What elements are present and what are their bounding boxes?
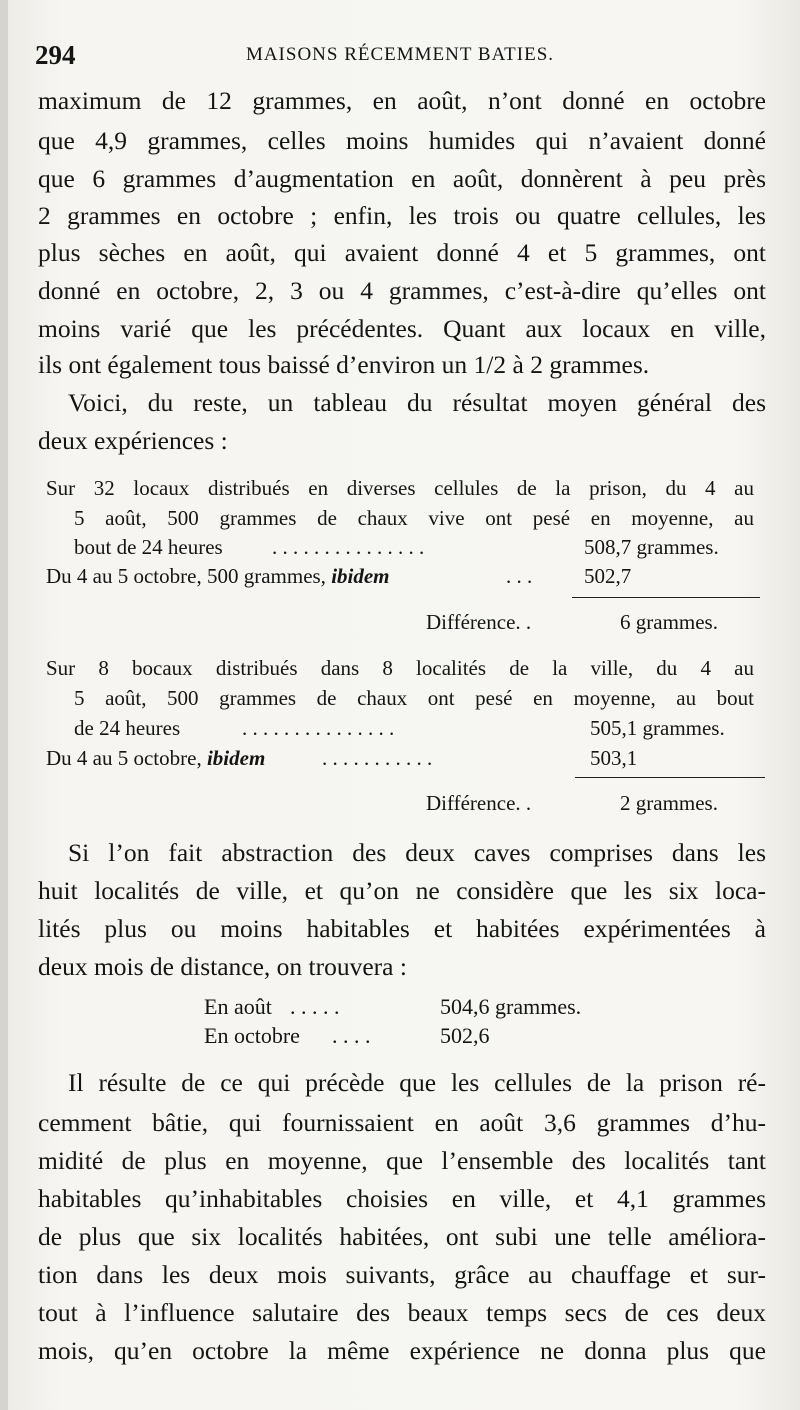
page-header: [35, 40, 765, 76]
table1-october-text: Du 4 au 5 octobre, 500 grammes,: [46, 564, 326, 588]
table1-difference-value: 6 grammes.: [620, 610, 718, 634]
result-october-label: En octobre: [204, 1023, 300, 1048]
text-line: midité de plus en moyenne, que l’ensemble des localités tant: [38, 1146, 766, 1175]
text-line: mois, qu’en octobre la même expérience ne donna plus que: [38, 1336, 766, 1365]
table2-leader-dots: . . . . . . . . . . .: [322, 746, 433, 770]
text-line: habitables qu’inhabitables choisies en ville, et 4,1 grammes: [38, 1184, 766, 1213]
table2-leader-dots: . . . . . . . . . . . . . . .: [242, 716, 395, 740]
result-leader-dots: . . . .: [332, 1023, 371, 1048]
text-line: cemment bâtie, qui fournissaient en août 3,6 grammes d’hu-: [38, 1108, 766, 1137]
text-line: de plus que six localités habitées, ont subi une telle améliora-: [38, 1222, 766, 1251]
text-line: ils ont également tous baissé d’environ un 1/2 à 2 grammes.: [38, 350, 650, 379]
text-line: deux expériences :: [38, 426, 228, 455]
page-edge-shadow: [0, 0, 8, 1410]
text-line: tion dans les deux mois suivants, grâce au chauffage et sur-: [38, 1260, 766, 1289]
result-august-label: En août: [204, 994, 272, 1019]
table2-october-value: 503,1: [590, 746, 638, 770]
text-line: maximum de 12 grammes, en août, n’ont donné en octobre: [38, 86, 766, 115]
table1-august-value: 508,7 grammes.: [584, 535, 719, 559]
text-line: que 4,9 grammes, celles moins humides qui n’avaient donné: [38, 126, 766, 155]
table2-difference-value: 2 grammes.: [620, 791, 718, 815]
table1-leader-dots: . . .: [506, 564, 533, 588]
table1-line-text: bout de 24 heures: [74, 535, 223, 559]
text-line: tout à l’influence salutaire des beaux temps secs de ces deux: [38, 1298, 766, 1327]
result-october-value: 502,6: [440, 1023, 490, 1048]
table1-line: Sur 32 locaux distribués en diverses cellules de la prison, du 4 au: [46, 476, 754, 500]
table2-october-line: [46, 748, 265, 769]
text-line: plus sèches en août, qui avaient donné 4 et 5 grammes, ont: [38, 238, 766, 267]
table2-difference-label: Différence. .: [426, 791, 532, 815]
text-line: lités plus ou moins habitables et habitées expérimentées à: [38, 914, 766, 943]
page-number: 294: [35, 40, 76, 70]
text-line: 2 grammes en octobre ; enfin, les trois ou quatre cellules, les: [38, 201, 766, 230]
text-line: huit localités de ville, et qu’on ne considère que les six loca-: [38, 876, 766, 905]
result-august-value: 504,6 grammes.: [440, 994, 582, 1019]
table2-line: Sur 8 bocaux distribués dans 8 localités de la ville, du 4 au: [46, 656, 754, 680]
table1-leader-dots: . . . . . . . . . . . . . . .: [272, 535, 425, 559]
table1-october-value: 502,7: [584, 564, 632, 588]
sum-rule: [575, 777, 765, 778]
text-line: moins varié que les précédentes. Quant aux locaux en ville,: [38, 314, 766, 343]
sum-rule: [572, 597, 760, 598]
running-head: MAISONS RÉCEMMENT BATIES.: [245, 44, 555, 65]
text-line: donné en octobre, 2, 3 ou 4 grammes, c’est-à-dire qu’elles ont: [38, 276, 766, 305]
table1-difference-label: Différence. .: [426, 610, 532, 634]
text-line: Si l’on fait abstraction des deux caves comprises dans les: [68, 838, 766, 867]
text-line: Voici, du reste, un tableau du résultat moyen général des: [68, 388, 766, 417]
table1-october-line: [46, 566, 390, 587]
text-line: deux mois de distance, on trouvera :: [38, 952, 407, 981]
table2-august-value: 505,1 grammes.: [590, 716, 725, 740]
result-leader-dots: . . . . .: [290, 994, 340, 1019]
text-line: que 6 grammes d’augmentation en août, donnèrent à peu près: [38, 164, 766, 193]
ibidem-text: ibidem: [206, 746, 266, 770]
ibidem-text: ibidem: [331, 564, 390, 588]
table2-october-text: Du 4 au 5 octobre,: [46, 746, 202, 770]
table2-line-text: de 24 heures: [74, 716, 181, 740]
table1-line: 5 août, 500 grammes de chaux vive ont pesé en moyenne, au: [74, 506, 754, 530]
table2-line: 5 août, 500 grammes de chaux ont pesé en moyenne, au bout: [74, 686, 754, 710]
text-line: Il résulte de ce qui précède que les cellules de la prison ré-: [68, 1068, 766, 1097]
